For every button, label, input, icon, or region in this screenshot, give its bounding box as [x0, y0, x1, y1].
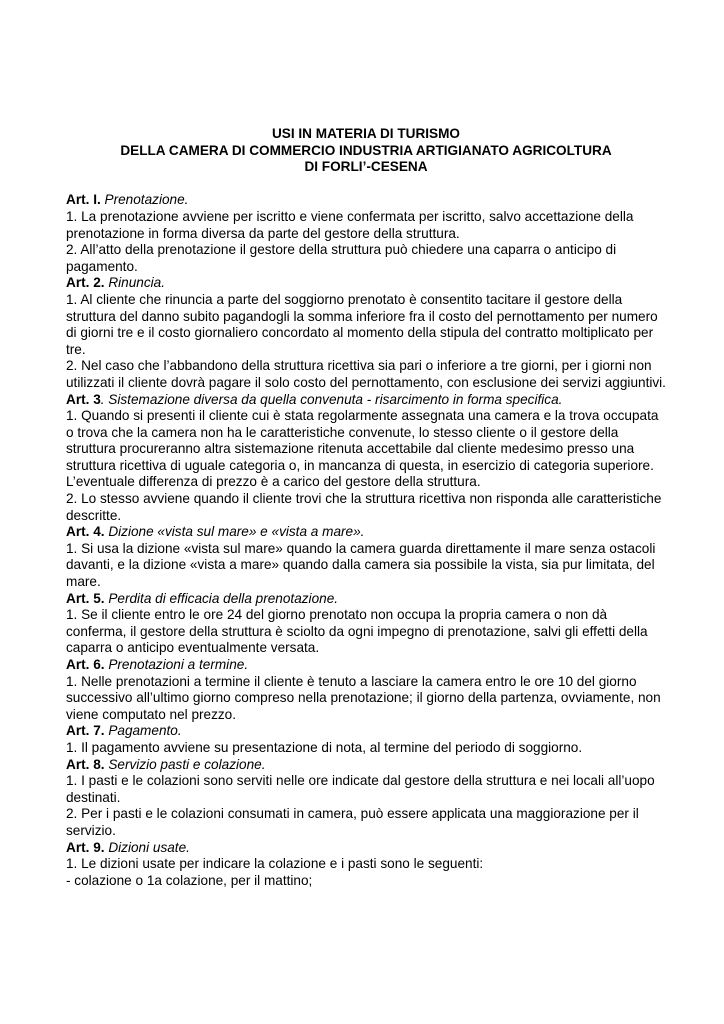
article-title: Dizioni usate. — [108, 839, 190, 855]
article-paragraph: 2. Lo stesso avviene quando il cliente trovi che la struttura ricettiva non risponda alle caratteristiche descritte. — [66, 491, 662, 523]
article-title: Pagamento. — [108, 723, 182, 739]
article-title: Prenotazioni a termine. — [108, 657, 249, 672]
article-number: Art. 6. — [66, 657, 105, 672]
article-number: Art. 7. — [66, 723, 105, 739]
article-paragraph: 2. All’atto della prenotazione il gestore della struttura può chiedere una caparra o anticipo di pagamento. — [66, 242, 617, 274]
article-9 — [66, 840, 666, 890]
article-paragraph: - colazione o 1a colazione, per il mattino; — [66, 872, 313, 888]
article-number: Art. I. — [66, 192, 101, 208]
article-paragraph: 1. Si usa la dizione «vista sul mare» quando la camera guarda direttamente il mare senza ostacoli davanti, e la dizione «vista a mare» quando dalla camera sia possibile la vista, sia pur limitata, del mare. — [66, 540, 656, 590]
document-page — [66, 126, 666, 889]
article-4 — [66, 524, 666, 590]
article-paragraph: 1. Le dizioni usate per indicare la colazione e i pasti sono le seguenti: — [66, 856, 484, 872]
article-paragraph: 1. Se il cliente entro le ore 24 del giorno prenotato non occupa la propria camera o non dà conferma, il gestore della struttura è sciolto da ogni impegno di prenotazione, salvi gli effetti della caparra o anticipo eventualmente versata. — [66, 607, 648, 656]
article-paragraph: 1. I pasti e le colazioni sono serviti nelle ore indicate dal gestore della struttura e nei locali all’uopo destinati. — [66, 773, 655, 805]
article-number: Art. 8. — [66, 756, 105, 772]
article-paragraph: 1. La prenotazione avviene per iscritto e viene confermata per iscritto, salvo accettazione della prenotazione in forma diversa da parte del gestore della struttura. — [66, 208, 634, 241]
article-title: . Sistemazione diversa da quella convenuta - risarcimento in forma specifica. — [100, 391, 563, 407]
article-heading — [66, 757, 666, 774]
article-number: Art. 2. — [66, 275, 105, 291]
article-8 — [66, 757, 666, 840]
article-paragraph: 1. Quando si presenti il cliente cui è stata regolarmente assegnata una camera e la trova occupata o trova che la camera non ha le caratteristiche convenute, lo stesso cliente o il gestore della struttura procureranno altra sistemazione ritenuta accettabile dal cliente medesimo presso una struttura ricettiva di uguale categoria o, in mancanza di questa, in esercizio di categoria superiore. L’eventuale differenza di prezzo è a carico del gestore della struttura. — [66, 408, 659, 490]
article-heading — [66, 192, 666, 209]
article-title: Rinuncia. — [108, 275, 165, 291]
article-title: Prenotazione. — [104, 192, 189, 208]
article-6 — [66, 657, 666, 723]
article-number: Art. 5. — [66, 590, 105, 606]
article-heading — [66, 392, 666, 409]
document-header — [66, 126, 666, 176]
article-heading — [66, 723, 666, 740]
article-paragraph: 1. Al cliente che rinuncia a parte del soggiorno prenotato è consentito tacitare il gestore della struttura del danno subito pagandogli la somma inferiore fra il costo del pernottamento per numero di giorni tre e il costo giornaliero concordato al momento della stipula del contratto moltiplicato per tre. — [66, 291, 658, 357]
header-line-2: DELLA CAMERA DI COMMERCIO INDUSTRIA ARTIGIANATO AGRICOLTURA — [120, 142, 612, 158]
article-heading — [66, 275, 666, 292]
article-title: Perdita di efficacia della prenotazione. — [108, 590, 339, 606]
article-paragraph: 1. Il pagamento avviene su presentazione di nota, al termine del periodo di soggiorno. — [66, 739, 583, 755]
article-number: Art. 4. — [66, 524, 105, 540]
article-2 — [66, 275, 666, 391]
article-heading — [66, 657, 666, 674]
article-7 — [66, 723, 666, 756]
header-line-1: USI IN MATERIA DI TURISMO — [271, 126, 461, 141]
article-paragraph: 2. Per i pasti e le colazioni consumati in camera, può essere applicata una maggiorazione per il servizio. — [66, 806, 639, 838]
article-heading — [66, 840, 666, 857]
article-heading — [66, 524, 666, 541]
article-5 — [66, 591, 666, 657]
article-paragraph: 1. Nelle prenotazioni a termine il cliente è tenuto a lasciare la camera entro le ore 10 del giorno successivo all’ultimo giorno compreso nella prenotazione; il giorno della partenza, ovviamente, non viene computato nel prezzo. — [66, 673, 661, 722]
article-number: Art. 3 — [66, 391, 101, 407]
article-title: Dizione «vista sul mare» e «vista a mare». — [108, 524, 365, 540]
header-line-3: DI FORLI’-CESENA — [304, 159, 428, 175]
article-paragraph: 2. Nel caso che l’abbandono della struttura ricettiva sia pari o inferiore a tre giorni, per i giorni non utilizzati il cliente dovrà pagare il solo costo del pernottamento, con esclusione dei servizi aggiuntivi. — [66, 358, 666, 390]
article-number: Art. 9. — [66, 839, 105, 855]
article-title: Servizio pasti e colazione. — [108, 756, 266, 772]
article-3 — [66, 392, 666, 525]
article-heading — [66, 591, 666, 608]
article-1 — [66, 192, 666, 275]
